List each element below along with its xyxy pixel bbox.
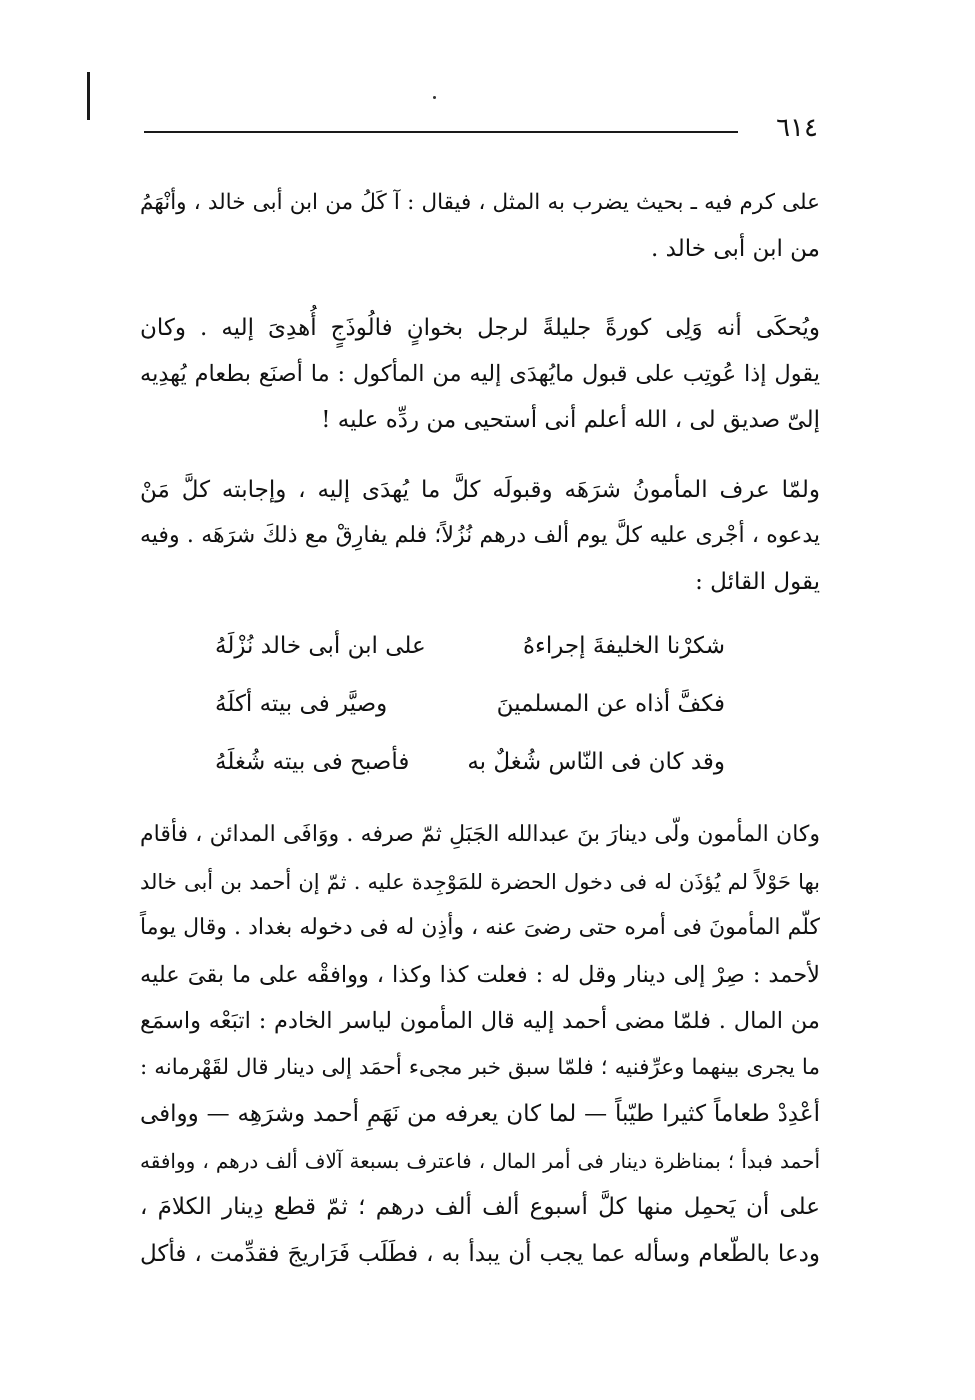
paragraph-4: [140, 812, 820, 1277]
margin-mark: [87, 72, 90, 120]
verse-first-hemistich: وقد كان فى النّاس شُغلٌ به: [467, 749, 725, 775]
paragraph-line: لأحمد : صِرْ إلى دينار وقل له : فعلت كذا وكذا ، ووافقْه على ما بقىَ عليه: [140, 961, 820, 988]
paragraph-1: [140, 180, 820, 272]
verse-second-hemistich: على ابن أبى خالد نُزْلَهُ: [215, 633, 426, 659]
paragraph-line: على أن يَحمِل منها كلَّ أسبوع ألف ألف درهم ؛ ثمّ قطع دِينار الكلامَ ،: [140, 1194, 820, 1220]
paragraph-3: [140, 467, 820, 605]
paragraph-line: ودعا بالطّعام وسأله عما يجب أن يبدأ به ، فطَلَب فَرَاريجَ فقدِّمت ، فأكل: [140, 1240, 820, 1267]
poem-verse: [215, 738, 725, 786]
paragraph-line: من ابن أبى خالد .: [651, 236, 820, 262]
verse-first-hemistich: شكرْنا الخليفةَ إجراءهُ: [522, 633, 725, 659]
page-number: ٦١٤: [776, 113, 818, 143]
header-rule: [144, 131, 738, 133]
poem-verse: [215, 680, 725, 728]
poem-verse: [215, 622, 725, 670]
paragraph-line: من المال . فلمّا مضى أحمد إليه قال المأمون لياسر الخادم : اتبَعْه واسمَع: [140, 1008, 820, 1034]
verse-second-hemistich: وصيَّر فى بيته أكلَهُ: [215, 691, 388, 717]
verse-second-hemistich: فأصبح فى بيته شُغلَهُ: [215, 749, 410, 775]
paragraph-line: إلىّ صديق لى ، الله أعلم أنى أستحيى من ردِّه عليه !: [321, 407, 820, 433]
paragraph-line: أعْدِدْ طعاماً كثيرا طيّباً — لما كان يعرفه من نَهَمِ أحمد وشرَهِه — ووافى: [140, 1101, 820, 1127]
paragraph-2: [140, 305, 820, 443]
verse-first-hemistich: فكفَّ أذاه عن المسلمينَ: [496, 691, 725, 717]
paragraph-line: وكان المأمون ولّى دينارَ بنَ عبدالله الجَبَلِ ثمّ صرفه . ووَافَى المدائن ، فأقام: [140, 822, 820, 847]
paragraph-line: كلّم المأمونَ فى أمره حتى رضىَ عنه ، وأذِن له فى دخوله بغداد . وقال يوماً: [140, 915, 820, 940]
paragraph-line: يقول إذا عُوتِب على قبول مايُهدَى إليه من المأكول : ما أصنَع بطعام يُهدِيه: [140, 361, 820, 387]
paragraph-line: ما يجرى بينهما وعرِّفنيه ؛ فلمّا سبق خبر مجىء أحمَد إلى دينار قال لقَهْرمانه :: [140, 1054, 820, 1080]
paragraph-line: يقول القائل :: [695, 569, 820, 595]
paragraph-line: على كرم فيه ـ بحيث يضرب به المثل ، فيقال : آ كَلُ من ابن أبى خالد ، وأنْهَمُ: [140, 190, 820, 215]
paragraph-line: يدعوه ، أجْرى عليه كلَّ يوم ألف درهم نُزُلاً؛ فلم يفارِقْ مع ذلكَ شرَهَه . وفيه: [140, 523, 820, 548]
ink-speck: [433, 96, 436, 99]
paragraph-line: ولمّا عرف المأمونُ شرَهَه وقبولَه كلَّ ما يُهدَى إليه ، وإجابته كلَّ مَنْ: [140, 477, 820, 503]
paragraph-line: ويُحكَى أنه وَلِى كورةً جليلةً لرجل بخوانٍ فالُوذَجٍ أُهدِىَ إليه . وكان: [140, 315, 820, 341]
paragraph-line: أحمد فبدأ ؛ بمناظرة دينار فى أمر المال ، فاعترف بسبعة آلاف ألف درهم ، ووافقه: [140, 1148, 820, 1173]
paragraph-line: بها حَوْلاً لم يُؤذَن له فى دخول الحضرة للمَوْجِدة عليه . ثمّ إن أحمد بن أبى خالد: [140, 869, 820, 894]
